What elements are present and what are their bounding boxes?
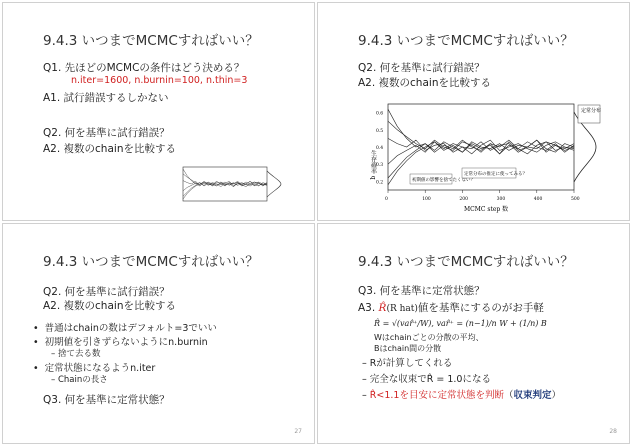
annotation-1: 初期値の影響を捨てたくない？ — [412, 178, 475, 183]
detail-r-calc: – Rが計算してくれる — [362, 358, 453, 369]
x-tick-label: 500 — [571, 197, 580, 202]
detail-criterion-condition: R̂<1.1を目安に定常状態を判断 — [369, 390, 504, 401]
x-tick-label: 100 — [422, 197, 431, 202]
detail-converge: – 完全な収束でR̂ = 1.0になる — [362, 374, 491, 385]
detail-criterion-close: ） — [551, 390, 561, 401]
page-number: 27 — [294, 428, 302, 435]
x-axis-label: MCMC step 数 — [464, 206, 509, 213]
answer-1: A1. 試行錯誤するしかない — [43, 92, 169, 104]
y-tick-label: 0.2 — [376, 180, 384, 186]
detail-criterion — [362, 387, 561, 401]
slide-title: 9.4.3 いつまでMCMCすればいい？ — [358, 33, 574, 49]
bullet-iter-text: 定常状態になるようn.iter — [44, 363, 156, 374]
y-tick-label: 0.4 — [376, 146, 384, 151]
answer-2: A2. 複数のchainを比較する — [43, 143, 176, 155]
question-2: Q2. 何を基準に試行錯誤？ — [43, 127, 170, 139]
slide-title: 9.4.3 いつまでMCMCすればいい？ — [43, 254, 259, 270]
answer-2: A2. 複数のchainを比較する — [358, 77, 491, 89]
bullet-chains: • 普通はchainの数はデフォルト=3でいい — [33, 323, 217, 334]
slide-q2[interactable] — [317, 2, 630, 221]
question-2: Q2. 何を基準に試行錯誤？ — [43, 286, 170, 298]
y-tick-label: 0.6 — [376, 111, 384, 117]
formula-note-b: Bはchain間の分散 — [374, 344, 442, 353]
question-1: Q1. 先ほどのMCMCの条件はどう決める？ — [43, 62, 245, 74]
stationary-label: 定常分布 — [581, 108, 602, 114]
answer-3-rest: 値を基準にするのがお手軽 — [417, 302, 544, 314]
x-tick-label: 0 — [385, 197, 388, 202]
x-tick-label: 200 — [459, 197, 468, 202]
sub-bullet-burnin: – 捨て去る数 — [51, 349, 101, 359]
annotation-2: 定常分布の推定に使ってみる？ — [464, 172, 527, 177]
sub-bullet-iter: – Chainの長さ — [51, 375, 108, 385]
y-tick-label: 0.5 — [376, 128, 384, 134]
question-3: Q3. 何を基準に定常状態？ — [43, 394, 170, 406]
y-axis-label: 生存確率 q — [369, 150, 377, 180]
y-tick-label: 0.3 — [376, 163, 384, 169]
detail-criterion-prefix: – — [362, 390, 370, 401]
thumb-dist-curve — [267, 171, 281, 197]
mcmc-params: n.iter=1600, n.burnin=100, n.thin=3 — [71, 75, 248, 86]
slide-q3-rhat[interactable] — [317, 223, 630, 444]
rhat-name: (R hat) — [386, 304, 418, 314]
bullet-chains-text: 普通はchainの数はデフォルト=3でいい — [44, 323, 217, 334]
x-tick-label: 300 — [496, 197, 506, 202]
formula-note-w: Wはchainごとの分散の平均、 — [374, 333, 484, 342]
bullet-iter: • 定常状態になるようn.iter — [33, 363, 156, 374]
rhat-formula: R̂ = √(var̂⁺/W), var̂⁺ = (n−1)/n W + (1/n) B — [374, 319, 547, 328]
answer-2: A2. 複数のchainを比較する — [43, 300, 176, 312]
mcmc-trace-thumbnail — [173, 163, 288, 215]
slide-q2-details[interactable] — [2, 223, 315, 444]
x-tick-label: 400 — [533, 197, 543, 202]
slide-title: 9.4.3 いつまでMCMCすればいい？ — [43, 33, 259, 49]
answer-3 — [358, 300, 544, 315]
page-number: 28 — [609, 428, 617, 435]
bullet-burnin-text: 初期値を引きずらないようにn.burnin — [44, 337, 208, 348]
detail-criterion-open: （ — [503, 390, 514, 401]
bullet-burnin: • 初期値を引きずらないようにn.burnin — [33, 337, 208, 348]
convergence-judgement: 収束判定 — [513, 390, 552, 401]
rhat-symbol: R̂ — [378, 302, 387, 314]
slide-q1[interactable] — [2, 2, 315, 221]
answer-3-prefix: A3. — [358, 302, 379, 314]
question-2: Q2. 何を基準に試行錯誤？ — [358, 62, 485, 74]
question-3: Q3. 何を基準に定常状態？ — [358, 285, 485, 297]
slide-title: 9.4.3 いつまでMCMCすればいい？ — [358, 254, 574, 270]
mcmc-trace-chart — [364, 98, 626, 216]
